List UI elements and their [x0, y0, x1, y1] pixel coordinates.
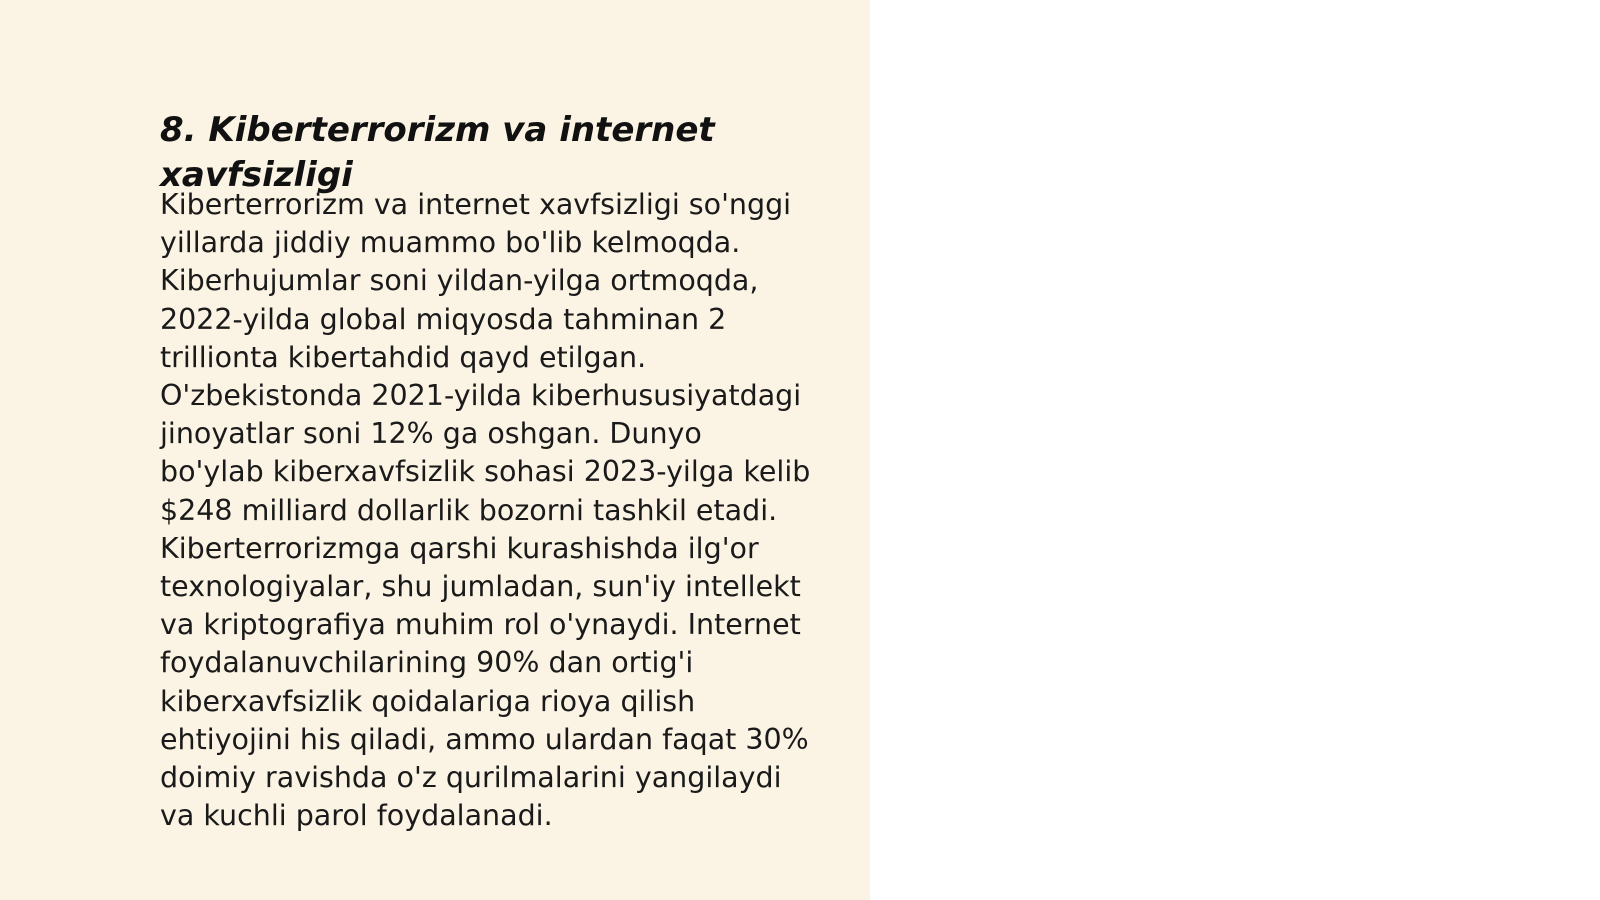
body-line: jinoyatlar soni 12% ga oshgan. Dunyo — [160, 417, 702, 451]
slide-body-text — [160, 186, 850, 835]
body-line: yillarda jiddiy muammo bo'lib kelmoqda. — [160, 226, 741, 260]
body-line: trillionta kibertahdid qayd etilgan. — [160, 340, 647, 374]
body-line: doimiy ravishda o'z qurilmalarini yangilaydi — [160, 761, 782, 795]
heading-line: 8. Kiberterrorizm va internet — [160, 110, 715, 150]
slide-heading — [160, 108, 820, 198]
body-line: texnologiyalar, shu jumladan, sun'iy intellekt — [160, 570, 801, 604]
body-line: Kiberterrorizmga qarshi kurashishda ilg'or — [160, 531, 759, 565]
body-line: va kuchli parol foydalanadi. — [160, 799, 553, 833]
body-line: va kriptografiya muhim rol o'ynaydi. Internet — [160, 608, 801, 642]
body-line: Kiberhujumlar soni yildan-yilga ortmoqda, — [160, 264, 759, 298]
body-line: bo'ylab kiberxavfsizlik sohasi 2023-yilga kelib — [160, 455, 811, 489]
heading-line: xavfsizligi — [160, 155, 353, 195]
body-line: kiberxavfsizlik qoidalariga rioya qilish — [160, 684, 696, 718]
body-line: foydalanuvchilarining 90% dan ortig'i — [160, 646, 694, 680]
body-line: O'zbekistonda 2021-yilda kiberhususiyatdagi — [160, 379, 802, 413]
body-line: $248 milliard dollarlik bozorni tashkil etadi. — [160, 493, 778, 527]
body-line: ehtiyojini his qiladi, ammo ulardan faqat 30% — [160, 722, 809, 756]
body-line: 2022-yilda global miqyosda tahminan 2 — [160, 302, 727, 336]
body-line: Kiberterrorizm va internet xavfsizligi so'nggi — [160, 188, 792, 221]
